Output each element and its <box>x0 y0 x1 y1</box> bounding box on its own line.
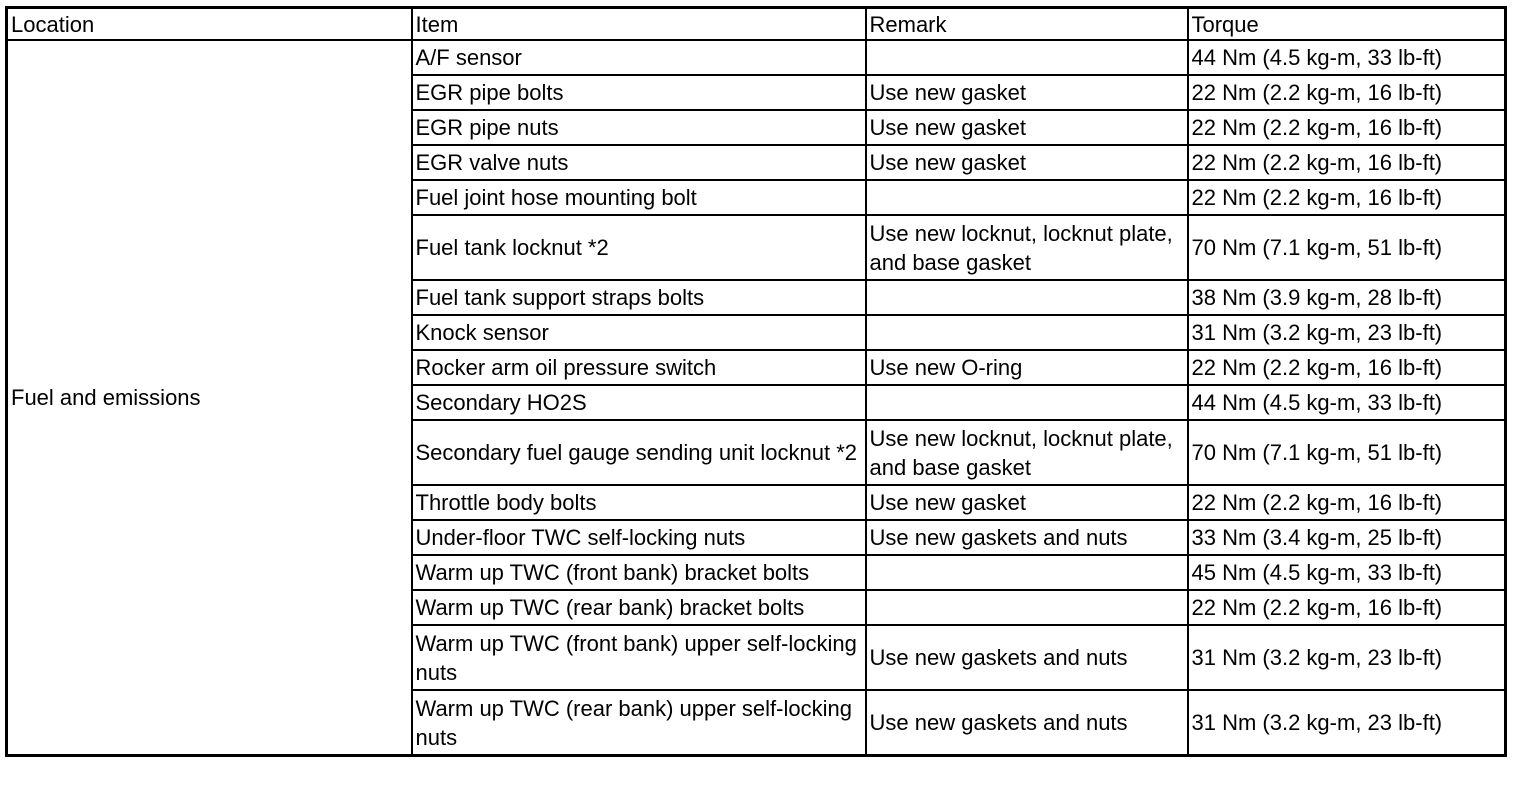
remark-cell <box>866 180 1188 215</box>
remark-cell <box>866 280 1188 315</box>
item-cell: Throttle body bolts <box>412 485 866 520</box>
item-cell: Fuel tank locknut *2 <box>412 215 866 280</box>
item-cell: Knock sensor <box>412 315 866 350</box>
torque-cell: 45 Nm (4.5 kg-m, 33 lb-ft) <box>1188 555 1506 590</box>
torque-cell: 22 Nm (2.2 kg-m, 16 lb-ft) <box>1188 590 1506 625</box>
item-cell: Fuel tank support straps bolts <box>412 280 866 315</box>
remark-cell <box>866 590 1188 625</box>
torque-cell: 31 Nm (3.2 kg-m, 23 lb-ft) <box>1188 690 1506 756</box>
item-cell: EGR pipe bolts <box>412 75 866 110</box>
header-torque: Torque <box>1188 8 1506 41</box>
torque-cell: 70 Nm (7.1 kg-m, 51 lb-ft) <box>1188 215 1506 280</box>
torque-cell: 31 Nm (3.2 kg-m, 23 lb-ft) <box>1188 625 1506 690</box>
remark-cell: Use new O-ring <box>866 350 1188 385</box>
torque-cell: 31 Nm (3.2 kg-m, 23 lb-ft) <box>1188 315 1506 350</box>
remark-cell: Use new locknut, locknut plate, and base gasket <box>866 215 1188 280</box>
torque-specification-table <box>5 6 1507 757</box>
remark-cell: Use new gasket <box>866 110 1188 145</box>
item-cell: Warm up TWC (front bank) upper self-locking nuts <box>412 625 866 690</box>
item-cell: EGR pipe nuts <box>412 110 866 145</box>
torque-cell: 38 Nm (3.9 kg-m, 28 lb-ft) <box>1188 280 1506 315</box>
item-cell: Warm up TWC (rear bank) upper self-locking nuts <box>412 690 866 756</box>
torque-cell: 22 Nm (2.2 kg-m, 16 lb-ft) <box>1188 110 1506 145</box>
torque-cell: 44 Nm (4.5 kg-m, 33 lb-ft) <box>1188 40 1506 75</box>
remark-cell <box>866 315 1188 350</box>
item-cell: Secondary HO2S <box>412 385 866 420</box>
header-location: Location <box>7 8 412 41</box>
remark-cell: Use new gasket <box>866 145 1188 180</box>
item-cell: Fuel joint hose mounting bolt <box>412 180 866 215</box>
torque-cell: 22 Nm (2.2 kg-m, 16 lb-ft) <box>1188 180 1506 215</box>
torque-cell: 33 Nm (3.4 kg-m, 25 lb-ft) <box>1188 520 1506 555</box>
item-cell: Rocker arm oil pressure switch <box>412 350 866 385</box>
remark-cell: Use new gaskets and nuts <box>866 520 1188 555</box>
remark-cell: Use new gaskets and nuts <box>866 625 1188 690</box>
header-remark: Remark <box>866 8 1188 41</box>
remark-cell: Use new gasket <box>866 75 1188 110</box>
remark-cell: Use new gaskets and nuts <box>866 690 1188 756</box>
header-item: Item <box>412 8 866 41</box>
location-cell: Fuel and emissions <box>7 40 412 756</box>
item-cell: EGR valve nuts <box>412 145 866 180</box>
item-cell: Secondary fuel gauge sending unit locknut *2 <box>412 420 866 485</box>
torque-cell: 22 Nm (2.2 kg-m, 16 lb-ft) <box>1188 485 1506 520</box>
item-cell: Warm up TWC (rear bank) bracket bolts <box>412 590 866 625</box>
table-header-row <box>7 8 1506 41</box>
torque-cell: 22 Nm (2.2 kg-m, 16 lb-ft) <box>1188 145 1506 180</box>
item-cell: Under-floor TWC self-locking nuts <box>412 520 866 555</box>
remark-cell <box>866 385 1188 420</box>
torque-cell: 22 Nm (2.2 kg-m, 16 lb-ft) <box>1188 350 1506 385</box>
remark-cell <box>866 555 1188 590</box>
table-row <box>7 40 1506 75</box>
remark-cell: Use new gasket <box>866 485 1188 520</box>
item-cell: Warm up TWC (front bank) bracket bolts <box>412 555 866 590</box>
remark-cell: Use new locknut, locknut plate, and base gasket <box>866 420 1188 485</box>
torque-cell: 70 Nm (7.1 kg-m, 51 lb-ft) <box>1188 420 1506 485</box>
remark-cell <box>866 40 1188 75</box>
torque-cell: 22 Nm (2.2 kg-m, 16 lb-ft) <box>1188 75 1506 110</box>
torque-cell: 44 Nm (4.5 kg-m, 33 lb-ft) <box>1188 385 1506 420</box>
item-cell: A/F sensor <box>412 40 866 75</box>
